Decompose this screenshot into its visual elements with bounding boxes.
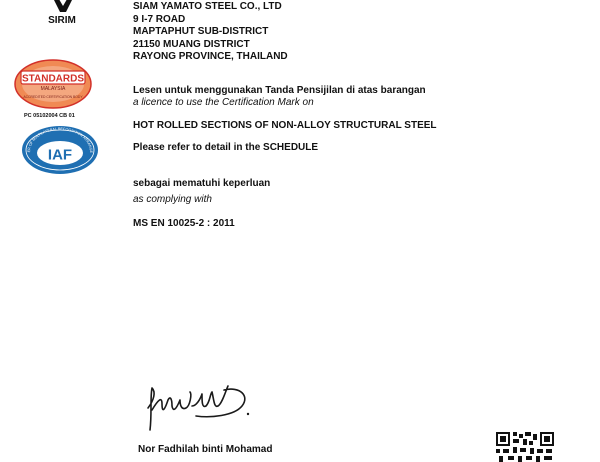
licence-statement-english: a licence to use the Certification Mark on — [133, 97, 314, 108]
schedule-note: Please refer to detail in the SCHEDULE — [133, 142, 319, 153]
licence-statement-malay: Lesen untuk menggunakan Tanda Pensijilan di atas barangan — [133, 85, 426, 96]
iaf-ring-text: ER OF MULTILATERAL RECOGNITION ARRANGE — [26, 126, 94, 154]
licensee-address-block — [133, 1, 288, 64]
standards-malaysia-logo — [13, 58, 93, 110]
qr-code — [496, 432, 554, 462]
compliance-malay: sebagai mematuhi keperluan — [133, 178, 271, 189]
address-line: 9 I-7 ROAD — [133, 13, 186, 25]
sirim-label: SIRIM — [48, 15, 76, 26]
signatory-name: Nor Fadhilah binti Mohamad — [138, 444, 273, 455]
iaf-logo — [20, 124, 100, 176]
product-description: HOT ROLLED SECTIONS OF NON-ALLOY STRUCTURAL STEEL — [133, 120, 437, 131]
address-line: MAPTAPHUT SUB-DISTRICT — [133, 26, 269, 38]
address-line: 21150 MUANG DISTRICT — [133, 38, 250, 50]
iaf-text: IAF — [47, 146, 73, 164]
standards-tagline: ACCREDITED CERTIFICATION BODY — [23, 95, 83, 99]
licensee-name: SIAM YAMATO STEEL CO., LTD — [133, 1, 282, 12]
compliance-english: as complying with — [133, 194, 212, 205]
sirim-logo — [44, 0, 82, 14]
standard-reference: MS EN 10025-2 : 2011 — [133, 218, 235, 229]
accreditation-code: PC 05102004 CB 01 — [24, 113, 75, 119]
standards-country: MALAYSIA — [40, 86, 66, 92]
address-line: RAYONG PROVINCE, THAILAND — [133, 51, 288, 63]
standards-text: STANDARDS — [21, 73, 85, 85]
signature — [140, 370, 260, 440]
